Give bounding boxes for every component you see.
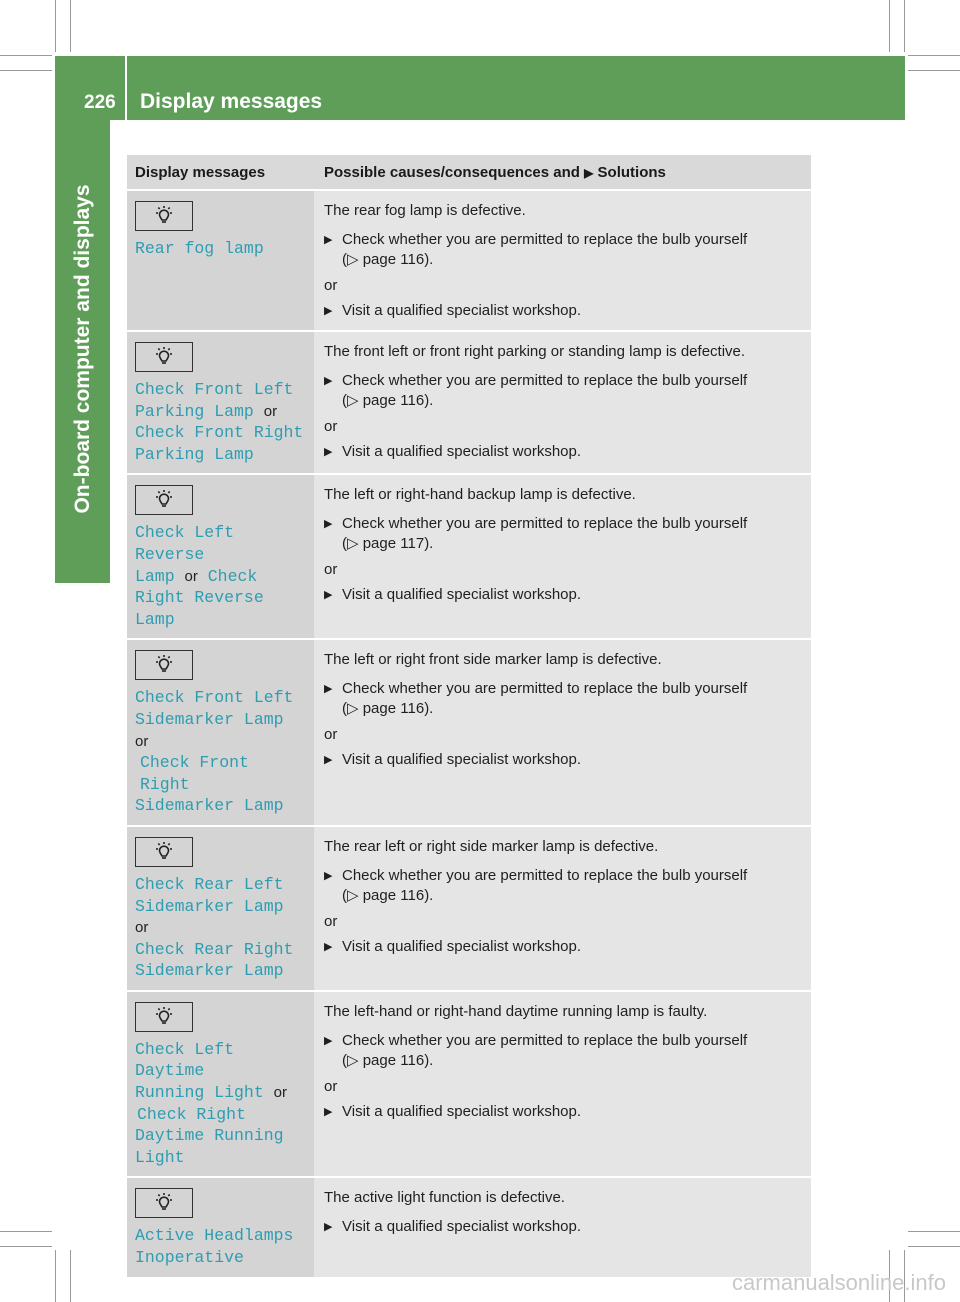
message-line xyxy=(135,401,305,423)
crop-mark xyxy=(889,0,890,52)
step-text: Visit a qualified specialist workshop. xyxy=(342,1102,582,1120)
solution-step xyxy=(324,301,803,321)
step-arrow-icon: ▶ xyxy=(324,1221,333,1234)
ref-close: ). xyxy=(424,886,434,904)
message-cell xyxy=(127,1178,314,1278)
table-row xyxy=(127,827,811,992)
table-row xyxy=(127,332,811,475)
solution-cell xyxy=(314,827,811,992)
ref-open: ( xyxy=(342,392,347,409)
step-text: Check whether you are permitted to replace the bulb yourself xyxy=(342,1031,748,1049)
crop-mark xyxy=(908,70,960,71)
message-line: Sidemarker Lamp xyxy=(135,796,284,816)
display-message xyxy=(135,522,305,630)
or-text: or xyxy=(324,912,338,930)
ref-page-word: page xyxy=(362,1051,397,1069)
ref-open: ( xyxy=(342,535,347,553)
bulb-warning-icon xyxy=(135,837,193,867)
display-message: Rear fog lamp xyxy=(135,239,264,258)
display-message xyxy=(135,687,305,817)
ref-close: ). xyxy=(424,251,434,268)
step-text: Check whether you are permitted to replace the bulb yourself xyxy=(342,372,748,389)
step-text: Visit a qualified specialist workshop. xyxy=(342,302,582,319)
message-line: Light xyxy=(135,1147,185,1167)
step-arrow-icon: ▶ xyxy=(324,1034,333,1047)
page-ref-arrow-icon: ▷ xyxy=(347,700,359,718)
message-line: Check Front Left xyxy=(135,688,294,708)
section-title: Display messages xyxy=(140,90,323,113)
ref-page-number: 117 xyxy=(400,535,425,553)
crop-mark xyxy=(908,1231,960,1232)
ref-page-number: 116 xyxy=(400,251,425,268)
page-reference xyxy=(324,886,803,906)
ref-close: ). xyxy=(424,392,434,409)
page-ref-arrow-icon: ▷ xyxy=(347,1051,359,1069)
ref-page-number: 116 xyxy=(400,1051,425,1069)
step-text: Visit a qualified specialist workshop. xyxy=(342,1218,582,1236)
page-reference xyxy=(324,250,803,270)
step-arrow-icon: ▶ xyxy=(324,940,333,953)
table-header-row xyxy=(127,155,811,191)
side-tab-label: On-board computer and displays xyxy=(71,184,94,514)
message-fragment: Running Light xyxy=(135,1083,264,1103)
solution-step xyxy=(324,750,803,770)
solution-step xyxy=(324,866,803,886)
or-connector: or xyxy=(135,732,149,750)
step-arrow-icon: ▶ xyxy=(324,518,333,531)
message-line: Daytime Running xyxy=(135,1126,284,1146)
column-header-causes-solutions xyxy=(314,155,811,191)
message-line: Inoperative xyxy=(135,1248,244,1268)
page-reference xyxy=(324,534,803,554)
message-fragment: Check xyxy=(207,566,258,586)
cause-text: The rear fog lamp is defective. xyxy=(324,202,526,219)
solution-step xyxy=(324,937,803,957)
solution-cell xyxy=(314,992,811,1179)
page-ref-arrow-icon: ▷ xyxy=(347,886,359,904)
bulb-warning-icon xyxy=(135,342,193,372)
message-fragment: Sidemarker Lamp xyxy=(135,896,284,916)
or-text: or xyxy=(324,561,338,579)
table-row xyxy=(127,992,811,1179)
step-arrow-icon: ▶ xyxy=(324,1105,333,1118)
solution-step xyxy=(324,371,803,391)
message-cell xyxy=(127,475,314,640)
page-ref-arrow-icon: ▷ xyxy=(347,251,359,268)
solution-step xyxy=(324,1217,803,1237)
solution-step xyxy=(324,585,803,605)
cause-text: The left or right-hand backup lamp is defective. xyxy=(324,486,636,504)
header-solutions-label: Solutions xyxy=(597,163,666,181)
message-line: Check Left Reverse xyxy=(135,523,235,564)
message-line xyxy=(135,709,305,752)
cause-text: The active light function is defective. xyxy=(324,1189,565,1207)
message-cell xyxy=(127,332,314,475)
ref-open: ( xyxy=(342,700,347,718)
message-cell xyxy=(127,827,314,992)
or-connector: or xyxy=(273,1084,287,1102)
message-line: Check Front Left xyxy=(135,380,294,399)
step-arrow-icon: ▶ xyxy=(324,305,333,317)
page-reference xyxy=(324,1051,803,1071)
crop-mark xyxy=(70,1250,71,1302)
bulb-warning-icon xyxy=(135,1002,193,1032)
ref-close: ). xyxy=(424,700,434,718)
step-text: Check whether you are permitted to replace the bulb yourself xyxy=(342,680,748,698)
crop-mark xyxy=(55,1250,56,1302)
message-line xyxy=(135,896,305,939)
bulb-warning-icon xyxy=(135,485,193,515)
crop-mark xyxy=(0,1231,52,1232)
message-fragment: Parking Lamp xyxy=(135,401,254,421)
solution-step xyxy=(324,230,803,250)
bulb-warning-icon xyxy=(135,1188,193,1218)
ref-open: ( xyxy=(342,886,347,904)
ref-page-word: page xyxy=(362,251,397,268)
step-arrow-icon: ▶ xyxy=(324,683,333,696)
table-row xyxy=(127,1178,811,1278)
solution-step xyxy=(324,442,803,462)
message-cell xyxy=(127,640,314,827)
step-text: Visit a qualified specialist workshop. xyxy=(342,937,582,955)
cause-text: The front left or front right parking or standing lamp is defective. xyxy=(324,343,746,360)
step-text: Visit a qualified specialist workshop. xyxy=(342,586,582,604)
solution-cell xyxy=(314,475,811,640)
crop-mark xyxy=(70,0,71,52)
step-text: Visit a qualified specialist workshop. xyxy=(342,751,582,769)
message-line: Active Headlamps xyxy=(135,1226,294,1246)
solution-cell xyxy=(314,191,811,332)
table-row xyxy=(127,640,811,827)
header-separator xyxy=(125,56,127,120)
crop-mark xyxy=(0,70,52,71)
page-reference xyxy=(324,699,803,719)
message-line: Right Reverse Lamp xyxy=(135,588,264,629)
display-messages-table xyxy=(127,155,811,1279)
message-line xyxy=(135,566,305,588)
crop-mark xyxy=(55,0,56,52)
page-reference xyxy=(324,391,803,411)
message-cell xyxy=(127,992,314,1179)
solution-cell xyxy=(314,1178,811,1278)
message-line: Check Front Right xyxy=(140,753,249,794)
ref-open: ( xyxy=(342,251,347,268)
or-text: or xyxy=(324,726,338,744)
solution-cell xyxy=(314,640,811,827)
display-message xyxy=(135,379,305,465)
solution-cell xyxy=(314,332,811,475)
or-connector: or xyxy=(184,567,198,585)
step-arrow-icon: ▶ xyxy=(324,375,333,387)
display-message xyxy=(135,1225,305,1268)
solution-arrow-icon: ▶ xyxy=(584,165,594,180)
or-text: or xyxy=(324,418,338,435)
watermark: carmanualsonline.info xyxy=(731,1270,946,1295)
crop-mark xyxy=(904,0,905,52)
ref-page-number: 116 xyxy=(400,700,425,718)
step-text: Check whether you are permitted to replace the bulb yourself xyxy=(342,866,748,884)
ref-page-word: page xyxy=(362,392,397,409)
display-message xyxy=(135,1039,305,1169)
step-arrow-icon: ▶ xyxy=(324,754,333,767)
or-connector: or xyxy=(135,919,149,937)
message-line xyxy=(135,1082,305,1104)
page-ref-arrow-icon: ▷ xyxy=(347,392,359,409)
message-line: Check Left Daytime xyxy=(135,1039,235,1081)
ref-close: ). xyxy=(424,535,434,553)
page-ref-arrow-icon: ▷ xyxy=(347,535,359,553)
ref-page-word: page xyxy=(362,700,397,718)
step-arrow-icon: ▶ xyxy=(324,446,333,458)
message-fragment: Lamp xyxy=(135,566,175,586)
solution-step xyxy=(324,1031,803,1051)
ref-page-number: 116 xyxy=(400,886,425,904)
solution-step xyxy=(324,1102,803,1122)
step-arrow-icon: ▶ xyxy=(324,869,333,882)
display-message xyxy=(135,874,305,982)
crop-mark xyxy=(908,1246,960,1247)
or-text: or xyxy=(324,277,338,294)
header-causes-label: Possible causes/consequences and xyxy=(324,163,580,181)
message-line: Sidemarker Lamp xyxy=(135,961,284,981)
solution-step xyxy=(324,514,803,534)
ref-close: ). xyxy=(424,1051,434,1069)
page-number: 226 xyxy=(84,92,116,113)
column-header-display-messages: Display messages xyxy=(127,155,314,191)
table-row xyxy=(127,191,811,332)
message-line: Check Rear Left xyxy=(135,874,284,894)
message-line: Check Right xyxy=(137,1104,246,1124)
bulb-warning-icon xyxy=(135,201,193,231)
cause-text: The rear left or right side marker lamp is defective. xyxy=(324,837,659,855)
or-text: or xyxy=(324,1077,338,1095)
crop-mark xyxy=(908,55,960,56)
ref-page-number: 116 xyxy=(400,392,425,409)
solution-step xyxy=(324,679,803,699)
message-fragment: Sidemarker Lamp xyxy=(135,709,284,729)
message-line: Parking Lamp xyxy=(135,444,254,464)
cause-text: The left or right front side marker lamp is defective. xyxy=(324,651,662,669)
message-line: Check Front Right xyxy=(135,423,304,443)
ref-page-word: page xyxy=(362,535,397,553)
crop-mark xyxy=(0,1246,52,1247)
ref-open: ( xyxy=(342,1051,347,1069)
cause-text: The left-hand or right-hand daytime running lamp is faulty. xyxy=(324,1002,708,1020)
or-connector: or xyxy=(263,402,278,420)
message-line: Check Rear Right xyxy=(135,939,294,959)
step-arrow-icon: ▶ xyxy=(324,234,333,246)
step-text: Check whether you are permitted to replace the bulb yourself xyxy=(342,515,748,533)
bulb-warning-icon xyxy=(135,650,193,680)
step-arrow-icon: ▶ xyxy=(324,589,333,602)
step-text: Check whether you are permitted to replace the bulb yourself xyxy=(342,231,748,248)
crop-mark xyxy=(0,55,52,56)
step-text: Visit a qualified specialist workshop. xyxy=(342,443,582,460)
message-cell xyxy=(127,191,314,332)
ref-page-word: page xyxy=(362,886,397,904)
table-row xyxy=(127,475,811,640)
